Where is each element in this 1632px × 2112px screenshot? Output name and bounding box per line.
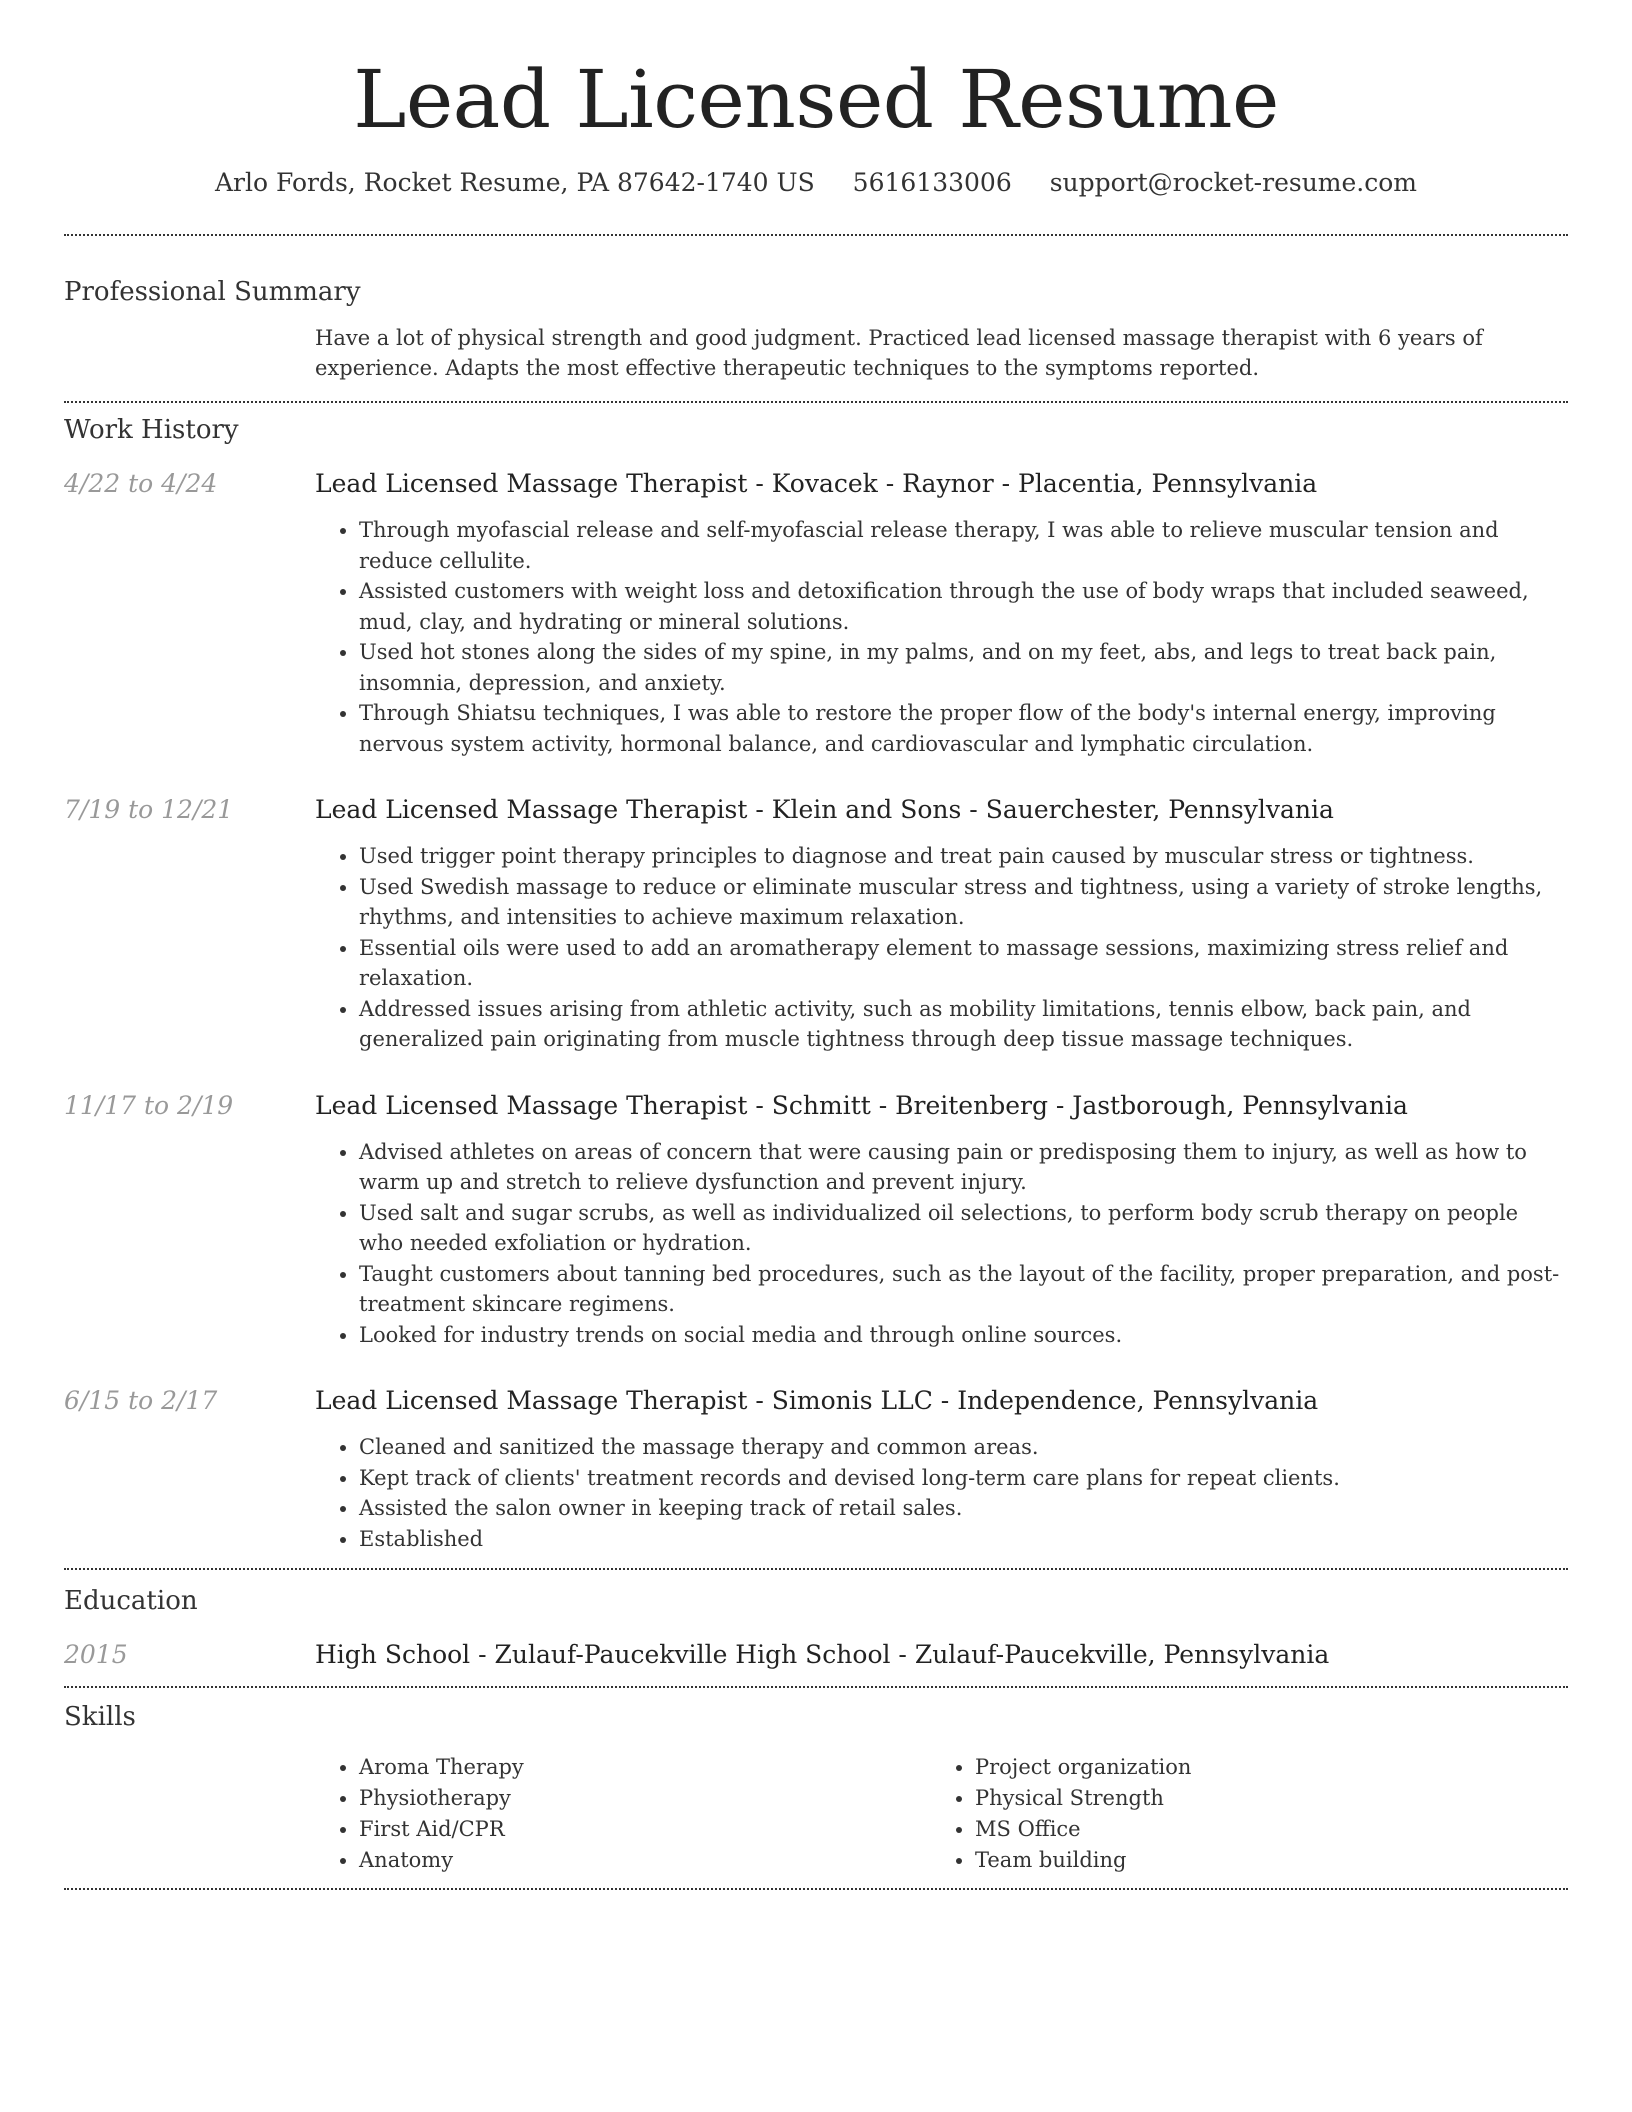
education-heading-line	[315, 1638, 1329, 1672]
skill-item: • MS Office	[975, 1814, 1191, 1845]
education-date: 2015	[64, 1640, 128, 1669]
job-bullet: • Through Shiatsu techniques, I was able to restore the proper flow of the body's internal energy, improving nervous system activity, hormonal balance, and cardiovascular and lymphatic circulation.	[359, 698, 1568, 759]
job-bullet: • Through myofascial release and self-myofascial release therapy, I was able to relieve muscular tension and reduce cellulite.	[359, 515, 1568, 576]
job-details: - Kovacek - Raynor - Placentia, Pennsylvania	[747, 469, 1318, 498]
skill-item: • Aroma Therapy	[359, 1752, 931, 1783]
contact-address: Arlo Fords, Rocket Resume, PA 87642-1740 US	[214, 168, 815, 197]
job-bullet: • Kept track of clients' treatment records and devised long-term care plans for repeat clients.	[359, 1463, 1568, 1494]
job-bullet: • Cleaned and sanitized the massage therapy and common areas.	[359, 1432, 1568, 1463]
job-bullet: • Assisted the salon owner in keeping track of retail sales.	[359, 1493, 1568, 1524]
job-title: Lead Licensed Massage Therapist	[315, 1386, 748, 1415]
resume-page	[64, 0, 1568, 1890]
job-date: 11/17 to 2/19	[64, 1090, 234, 1120]
job-bullet: • Used Swedish massage to reduce or eliminate muscular stress and tightness, using a variety of stroke lengths, rhythms, and intensities to achieve maximum relaxation.	[359, 872, 1568, 933]
job-entry	[64, 467, 1568, 759]
job-bullet: • Used trigger point therapy principles to diagnose and treat pain caused by muscular stress or tightness.	[359, 841, 1568, 872]
skill-item: • Physical Strength	[975, 1783, 1191, 1814]
job-bullet: • Taught customers about tanning bed procedures, such as the layout of the facility, proper preparation, and post-treatment skincare regimens.	[359, 1259, 1568, 1320]
job-date: 6/15 to 2/17	[64, 1386, 218, 1415]
education-details: - Zulauf-Paucekville High School - Zulauf-Paucekville, Pennsylvania	[470, 1640, 1330, 1669]
summary-heading: Professional Summary	[64, 277, 361, 307]
section-divider	[64, 234, 1568, 236]
job-heading	[315, 793, 1568, 827]
section-divider	[64, 1568, 1568, 1570]
job-bullets	[315, 515, 1568, 759]
job-bullet: • Addressed issues arising from athletic activity, such as mobility limitations, tennis elbow, back pain, and generalized pain originating from muscle tightness through deep tissue massage techniques.	[359, 994, 1568, 1055]
job-bullets	[315, 1137, 1568, 1351]
skills-heading: Skills	[64, 1702, 136, 1732]
job-details: - Schmitt - Breitenberg - Jastborough, Pennsylvania	[747, 1090, 1408, 1120]
job-body	[315, 1384, 1568, 1554]
skill-item: • Physiotherapy	[359, 1783, 931, 1814]
skill-item: • First Aid/CPR	[359, 1814, 931, 1845]
job-bullet: • Advised athletes on areas of concern that were causing pain or predisposing them to injury, as well as how to warm up and stretch to relieve dysfunction and prevent injury.	[359, 1137, 1568, 1198]
education-heading: Education	[64, 1586, 198, 1616]
job-entry	[64, 1089, 1568, 1351]
skill-item: • Anatomy	[359, 1845, 931, 1876]
job-title: Lead Licensed Massage Therapist	[315, 469, 748, 498]
job-bullet: • Looked for industry trends on social media and through online sources.	[359, 1320, 1568, 1351]
job-bullet: • Used hot stones along the sides of my spine, in my palms, and on my feet, abs, and legs to treat back pain, insomnia, depression, and anxiety.	[359, 637, 1568, 698]
skills-column-right	[931, 1752, 1191, 1876]
job-bullet: • Established	[359, 1524, 1568, 1555]
contact-email: support@rocket-resume.com	[1049, 168, 1417, 197]
section-divider	[64, 1686, 1568, 1688]
contact-phone: 5616133006	[852, 168, 1012, 197]
job-bullet: • Essential oils were used to add an aromatherapy element to massage sessions, maximizing stress relief and relaxation.	[359, 933, 1568, 994]
job-title: Lead Licensed Massage Therapist	[315, 1090, 748, 1120]
job-body	[315, 467, 1568, 759]
work-history-heading: Work History	[64, 415, 239, 445]
job-details: - Simonis LLC - Independence, Pennsylvania	[747, 1386, 1319, 1415]
contact-line	[64, 166, 1568, 200]
job-title: Lead Licensed Massage Therapist	[315, 795, 748, 824]
skill-item: • Project organization	[975, 1752, 1191, 1783]
skills-list	[315, 1752, 1568, 1876]
resume-title: Lead Licensed Resume	[353, 53, 1279, 146]
job-bullets	[315, 1432, 1568, 1554]
skill-item: • Team building	[975, 1845, 1191, 1876]
job-bullet: • Used salt and sugar scrubs, as well as individualized oil selections, to perform body scrub therapy on people who needed exfoliation or hydration.	[359, 1198, 1568, 1259]
job-date: 7/19 to 12/21	[64, 795, 234, 824]
education-entry	[64, 1638, 1568, 1672]
job-entry	[64, 1384, 1568, 1554]
job-heading	[315, 1384, 1568, 1418]
job-date: 4/22 to 4/24	[64, 469, 218, 498]
job-entry	[64, 793, 1568, 1055]
job-body	[315, 1089, 1568, 1351]
job-heading	[315, 467, 1568, 501]
summary-text: Have a lot of physical strength and good judgment. Practiced lead licensed massage therapist with 6 years of experience. Adapts the most effective therapeutic techniques to the symptoms reported.	[315, 326, 1483, 380]
job-bullet: • Assisted customers with weight loss and detoxification through the use of body wraps that included seaweed, mud, clay, and hydrating or mineral solutions.	[359, 576, 1568, 637]
section-divider	[64, 1888, 1568, 1890]
job-heading	[315, 1089, 1568, 1123]
job-details: - Klein and Sons - Sauerchester, Pennsylvania	[747, 795, 1334, 824]
skills-column-left	[315, 1752, 931, 1876]
job-body	[315, 793, 1568, 1055]
job-bullets	[315, 841, 1568, 1055]
section-divider	[64, 401, 1568, 403]
education-degree: High School	[315, 1640, 471, 1669]
